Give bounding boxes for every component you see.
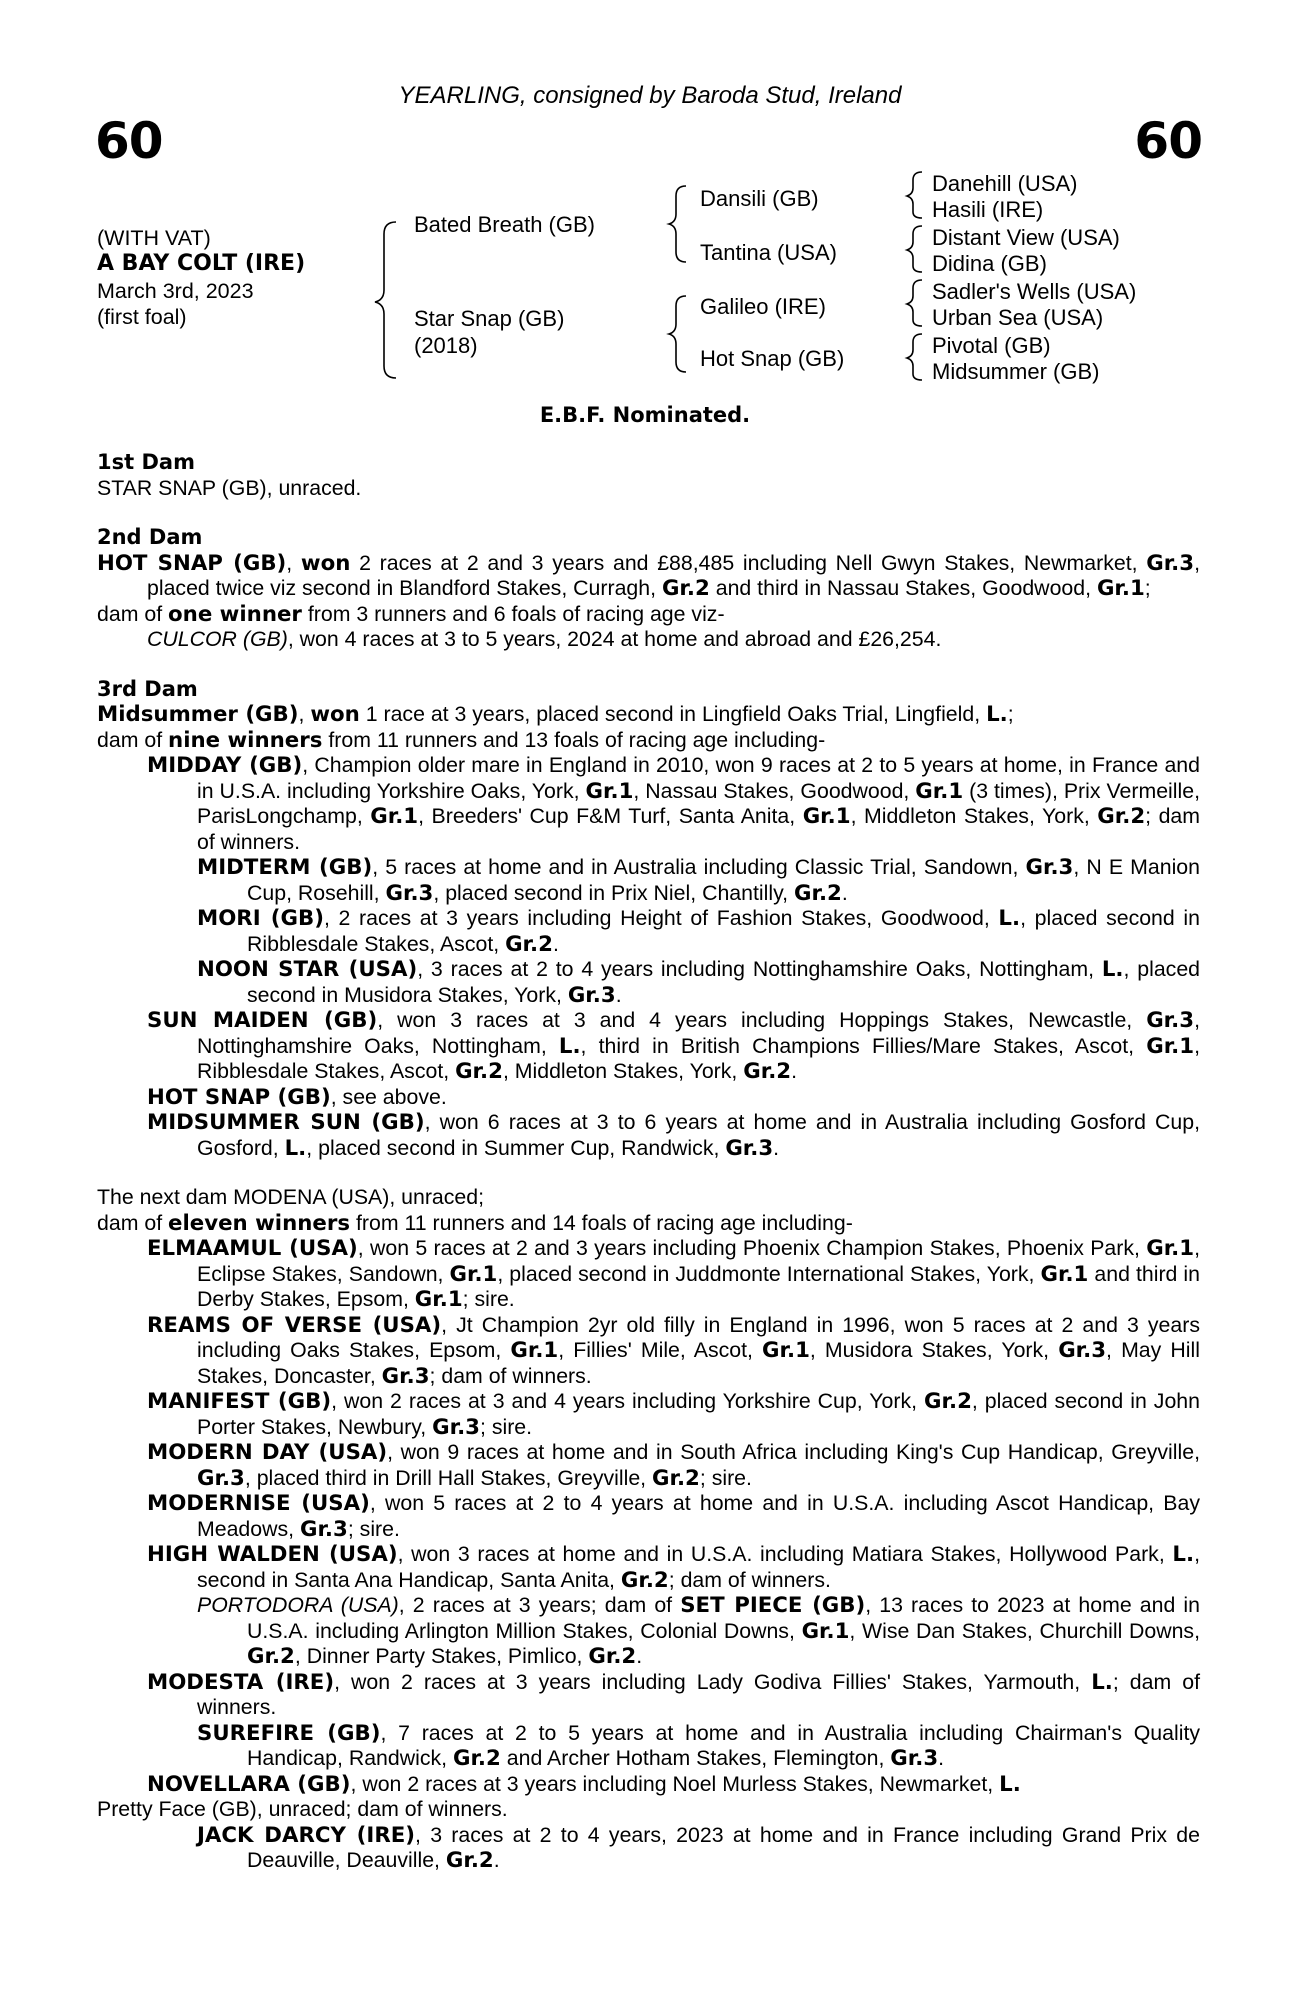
list-item: MIDDAY (GB), Champion older mare in England in 2010, won 9 races at 2 to 5 years at home, in France and in U.S.A. including Yorkshire Oaks, York, Gr.1, Nassau Stakes, Goodwood, Gr.1 (3 times), Prix Vermeille, ParisLongchamp, Gr.1, Breeders' Cup F&M Turf, Santa Anita, Gr.1, Middleton Stakes, York, Gr.2; dam of winners. [147,753,1201,854]
lot-number-right: 60 [1134,112,1202,170]
third-dam-produce: dam of nine winners from 11 runners and 13 foals of racing age including- [97,727,826,753]
dam: Star Snap (GB) [414,306,565,331]
foaling-date: March 3rd, 2023 [97,279,254,303]
dam-dam: Hot Snap (GB) [700,346,845,371]
list-item: NOVELLARA (GB), won 2 races at 3 years including Noel Murless Stakes, Newmarket, L. [147,1771,1021,1797]
list-item: PORTODORA (USA), 2 races at 3 years; dam of SET PIECE (GB), 13 races to 2023 at home and in U.S.A. including Arlington Million Stakes, Colonial Downs, Gr.1, Wise Dan Stakes, Churchill Downs, Gr.2, Dinner Party Stakes, Pimlico, Gr.2. [197,1593,1200,1669]
next-dam-produce: dam of eleven winners from 11 runners and 14 foals of racing age including- [97,1210,853,1236]
ebf-nomination: E.B.F. Nominated. [539,403,751,427]
dam-year: (2018) [414,333,478,358]
list-item: SUREFIRE (GB), 7 races at 2 to 5 years at home and in Australia including Chairman's Quality Handicap, Randwick, Gr.2 and Archer Hotham Stakes, Flemington, Gr.3. [197,1720,1201,1771]
list-item: MIDTERM (GB), 5 races at home and in Australia including Classic Trial, Sandown, Gr.3, N E Manion Cup, Rosehill, Gr.3, placed second in Prix Niel, Chantilly, Gr.2. [197,855,1200,906]
grandparent-7: Pivotal (GB) [932,333,1051,358]
next-dam-line: The next dam MODENA (USA), unraced; [97,1185,485,1209]
list-item: MANIFEST (GB), won 2 races at 3 and 4 years including Yorkshire Cup, York, Gr.2, placed second in John Porter Stakes, Newbury, Gr.3; sire. [147,1389,1200,1440]
list-item: ELMAAMUL (USA), won 5 races at 2 and 3 years including Phoenix Champion Stakes, Phoenix Park, Gr.1, Eclipse Stakes, Sandown, Gr.1, placed second in Juddmonte International Stakes, York, Gr.1 and third in Derby Stakes, Epsom, Gr.1; sire. [147,1236,1201,1312]
grandparent-1: Danehill (USA) [932,171,1078,196]
list-item: NOON STAR (USA), 3 races at 2 to 4 years including Nottinghamshire Oaks, Nottingham, L., placed second in Musidora Stakes, York, Gr.3. [197,957,1201,1008]
first-dam-text: STAR SNAP (GB), unraced. [97,475,362,500]
first-dam-heading: 1st Dam [97,450,195,474]
sire-dam: Tantina (USA) [700,240,837,265]
vat-note: (WITH VAT) [97,226,211,250]
list-item: MODESTA (IRE), won 2 races at 3 years including Lady Godiva Fillies' Stakes, Yarmouth, L.; dam of winners. [147,1669,1200,1719]
second-dam-entry: HOT SNAP (GB), won 2 races at 2 and 3 years and £88,485 including Nell Gwyn Stakes, Newmarket, Gr.3, placed twice viz second in Blandford Stakes, Curragh, Gr.2 and third in Nassau Stakes, Goodwood, Gr.1; [97,550,1201,601]
list-item: HIGH WALDEN (USA), won 3 races at home and in U.S.A. including Matiara Stakes, Hollywood Park, L., second in Santa Ana Handicap, Santa Anita, Gr.2; dam of winners. [147,1542,1200,1593]
header-title: YEARLING, consigned by Baroda Stud, Ireland [398,82,902,109]
list-item: MODERN DAY (USA), won 9 races at home and in South Africa including King's Cup Handicap, Greyville, Gr.3, placed third in Drill Hall Stakes, Greyville, Gr.2; sire. [147,1440,1200,1491]
pedigree-braces [0,0,1315,420]
second-dam-heading: 2nd Dam [97,525,203,549]
third-dam-entry: Midsummer (GB), won 1 race at 3 years, placed second in Lingfield Oaks Trial, Lingfield, L.; [97,702,1014,727]
sire-sire: Dansili (GB) [700,186,819,211]
dam-sire: Galileo (IRE) [700,294,826,319]
catalogue-body [97,450,1200,1874]
second-dam-produce: dam of one winner from 3 runners and 6 foals of racing age viz- [97,601,725,627]
grandparent-2: Hasili (IRE) [932,197,1044,222]
first-foal-note: (first foal) [97,305,187,329]
list-item: CULCOR (GB), won 4 races at 3 to 5 years, 2024 at home and abroad and £26,254. [147,627,942,651]
list-item: HOT SNAP (GB), see above. [147,1084,447,1110]
grandparent-8: Midsummer (GB) [932,359,1100,384]
third-dam-heading: 3rd Dam [97,676,198,701]
sire: Bated Breath (GB) [414,212,595,237]
lot-number-left: 60 [95,112,163,170]
horse-name: A BAY COLT (IRE) [97,251,306,276]
list-item: REAMS OF VERSE (USA), Jt Champion 2yr old filly in England in 1996, won 5 races at 2 and 3 years including Oaks Stakes, Epsom, Gr.1, Fillies' Mile, Ascot, Gr.1, Musidora Stakes, York, Gr.3, May Hill Stakes, Doncaster, Gr.3; dam of winners. [147,1312,1200,1389]
grandparent-6: Urban Sea (USA) [932,305,1104,330]
list-item: MODERNISE (USA), won 5 races at 2 to 4 years at home and in U.S.A. including Ascot Handicap, Bay Meadows, Gr.3; sire. [147,1491,1200,1542]
list-item: JACK DARCY (IRE), 3 races at 2 to 4 years, 2023 at home and in France including Grand Prix de Deauville, Deauville, Gr.2. [197,1822,1200,1873]
list-item: MORI (GB), 2 races at 3 years including Height of Fashion Stakes, Goodwood, L., placed second in Ribblesdale Stakes, Ascot, Gr.2. [197,906,1200,957]
grandparent-3: Distant View (USA) [932,225,1120,250]
grandparent-4: Didina (GB) [932,251,1047,276]
list-item: SUN MAIDEN (GB), won 3 races at 3 and 4 years including Hoppings Stakes, Newcastle, Gr.3, Nottinghamshire Oaks, Nottingham, L., third in British Champions Fillies/Mare Stakes, Ascot, Gr.1, Ribblesdale Stakes, Ascot, Gr.2, Middleton Stakes, York, Gr.2. [147,1008,1200,1084]
grandparent-5: Sadler's Wells (USA) [932,279,1137,304]
list-item: MIDSUMMER SUN (GB), won 6 races at 3 to 6 years at home and in Australia including Gosford Cup, Gosford, L., placed second in Summer Cup, Randwick, Gr.3. [147,1110,1200,1161]
list-item: Pretty Face (GB), unraced; dam of winners. [97,1797,508,1821]
